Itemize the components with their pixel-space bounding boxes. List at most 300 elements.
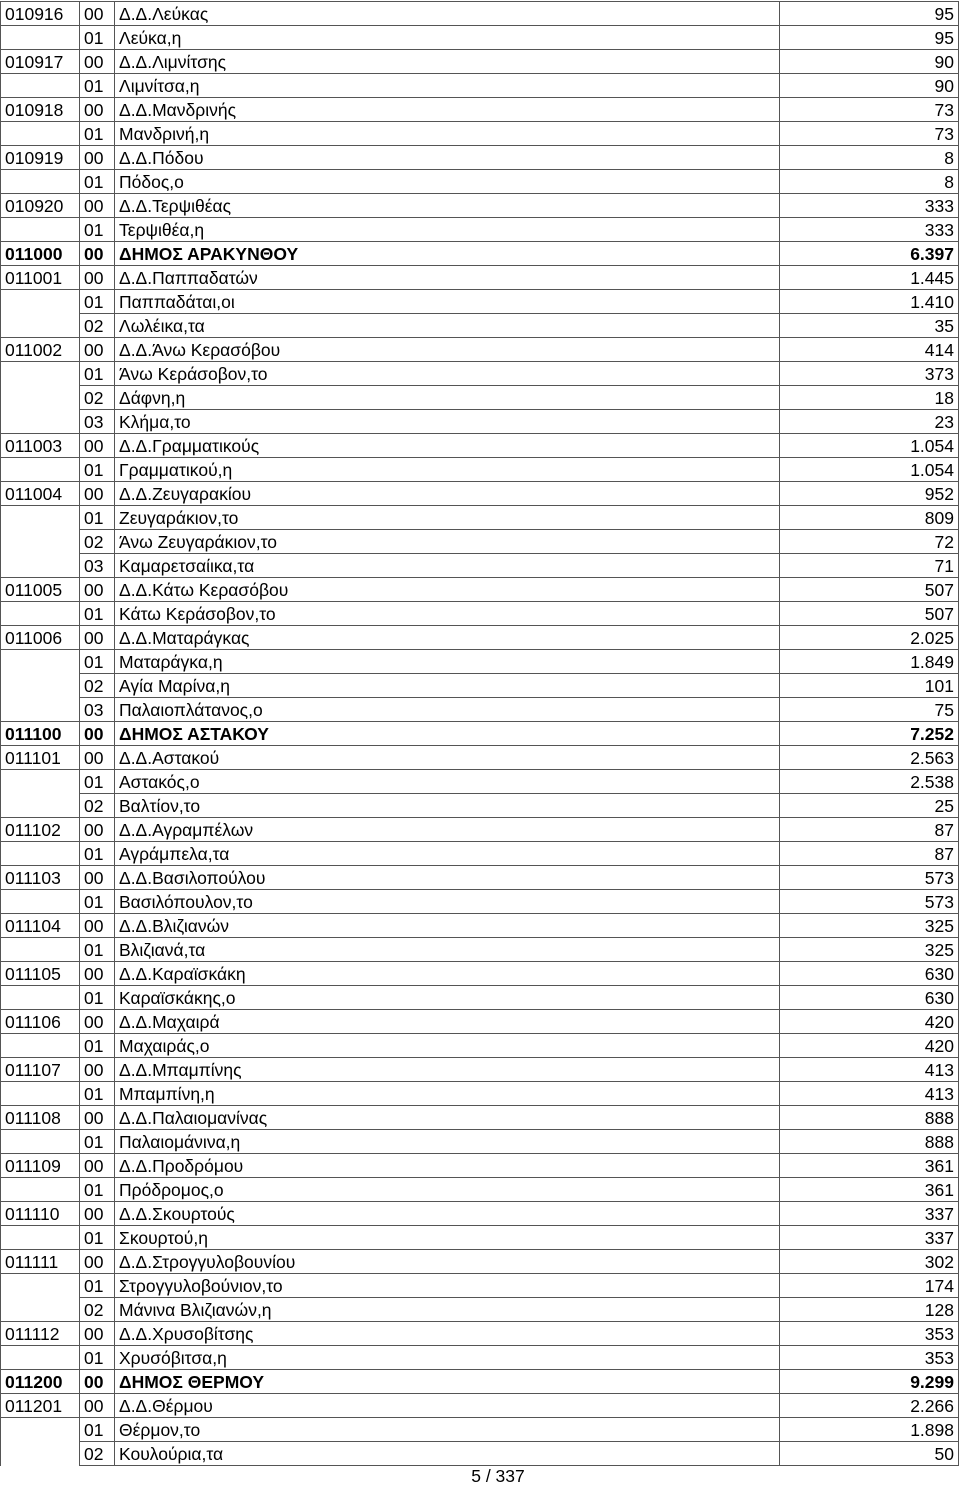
place-name-cell: Βαλτίον,το <box>115 794 780 818</box>
sub-code-cell: 02 <box>80 314 115 338</box>
code-cell <box>1 794 80 818</box>
place-name-cell: Στρογγυλοβούνιον,το <box>115 1274 780 1298</box>
population-cell: 630 <box>780 962 959 986</box>
page-number: 5 / 337 <box>471 1466 525 1486</box>
sub-code-cell: 01 <box>80 770 115 794</box>
place-name-cell: Μπαμπίνη,η <box>115 1082 780 1106</box>
code-cell <box>1 602 80 626</box>
code-cell <box>1 1442 80 1466</box>
place-name-cell: Δ.Δ.Αγραμπέλων <box>115 818 780 842</box>
code-cell: 011101 <box>1 746 80 770</box>
table-row <box>1 482 959 506</box>
sub-code-cell: 01 <box>80 1418 115 1442</box>
table-row <box>1 554 959 578</box>
population-cell: 353 <box>780 1346 959 1370</box>
sub-code-cell: 01 <box>80 290 115 314</box>
sub-code-cell: 01 <box>80 1082 115 1106</box>
code-cell <box>1 26 80 50</box>
table-row <box>1 602 959 626</box>
place-name-cell: Δ.Δ.Ματαράγκας <box>115 626 780 650</box>
sub-code-cell: 01 <box>80 26 115 50</box>
population-cell: 90 <box>780 74 959 98</box>
place-name-cell: Λωλέικα,τα <box>115 314 780 338</box>
population-cell: 18 <box>780 386 959 410</box>
table-row <box>1 26 959 50</box>
place-name-cell: Δ.Δ.Βλιζιανών <box>115 914 780 938</box>
population-cell: 325 <box>780 914 959 938</box>
place-name-cell: Αγία Μαρίνα,η <box>115 674 780 698</box>
sub-code-cell: 00 <box>80 1010 115 1034</box>
sub-code-cell: 01 <box>80 650 115 674</box>
table-row <box>1 698 959 722</box>
population-cell: 2.025 <box>780 626 959 650</box>
sub-code-cell: 01 <box>80 890 115 914</box>
table-row <box>1 386 959 410</box>
place-name-cell: Αγράμπελα,τα <box>115 842 780 866</box>
population-cell: 23 <box>780 410 959 434</box>
population-cell: 325 <box>780 938 959 962</box>
sub-code-cell: 00 <box>80 194 115 218</box>
place-name-cell: Δ.Δ.Κάτω Κερασόβου <box>115 578 780 602</box>
table-row <box>1 1250 959 1274</box>
population-cell: 573 <box>780 890 959 914</box>
table-row <box>1 1034 959 1058</box>
code-cell: 011108 <box>1 1106 80 1130</box>
sub-code-cell: 00 <box>80 746 115 770</box>
sub-code-cell: 00 <box>80 626 115 650</box>
table-row <box>1 314 959 338</box>
sub-code-cell: 01 <box>80 938 115 962</box>
table-row <box>1 50 959 74</box>
place-name-cell: Δ.Δ.Μανδρινής <box>115 98 780 122</box>
sub-code-cell: 02 <box>80 530 115 554</box>
population-cell: 337 <box>780 1202 959 1226</box>
code-cell: 011104 <box>1 914 80 938</box>
code-cell: 010919 <box>1 146 80 170</box>
sub-code-cell: 01 <box>80 74 115 98</box>
place-name-cell: Δ.Δ.Μαχαιρά <box>115 1010 780 1034</box>
table-row <box>1 434 959 458</box>
table-row <box>1 1154 959 1178</box>
place-name-cell: Δάφνη,η <box>115 386 780 410</box>
code-cell <box>1 506 80 530</box>
population-cell: 413 <box>780 1058 959 1082</box>
table-row <box>1 218 959 242</box>
table-row <box>1 266 959 290</box>
place-name-cell: Αστακός,ο <box>115 770 780 794</box>
code-cell: 011000 <box>1 242 80 266</box>
sub-code-cell: 01 <box>80 842 115 866</box>
population-cell: 420 <box>780 1034 959 1058</box>
table-row <box>1 1370 959 1394</box>
population-cell: 630 <box>780 986 959 1010</box>
place-name-cell: Γραμματικού,η <box>115 458 780 482</box>
sub-code-cell: 00 <box>80 50 115 74</box>
table-row <box>1 338 959 362</box>
code-cell: 010918 <box>1 98 80 122</box>
population-cell: 8 <box>780 170 959 194</box>
sub-code-cell: 00 <box>80 1106 115 1130</box>
census-table-body <box>1 2 959 1466</box>
population-cell: 413 <box>780 1082 959 1106</box>
table-row <box>1 626 959 650</box>
place-name-cell: Χρυσόβιτσα,η <box>115 1346 780 1370</box>
sub-code-cell: 00 <box>80 962 115 986</box>
sub-code-cell: 00 <box>80 1202 115 1226</box>
sub-code-cell: 00 <box>80 266 115 290</box>
sub-code-cell: 03 <box>80 698 115 722</box>
sub-code-cell: 01 <box>80 362 115 386</box>
place-name-cell: Πόδος,ο <box>115 170 780 194</box>
place-name-cell: Κάτω Κεράσοβον,το <box>115 602 780 626</box>
population-cell: 888 <box>780 1130 959 1154</box>
place-name-cell: ΔΗΜΟΣ ΘΕΡΜΟΥ <box>115 1370 780 1394</box>
code-cell <box>1 170 80 194</box>
place-name-cell: ΔΗΜΟΣ ΑΡΑΚΥΝΘΟΥ <box>115 242 780 266</box>
place-name-cell: Δ.Δ.Προδρόμου <box>115 1154 780 1178</box>
sub-code-cell: 01 <box>80 1034 115 1058</box>
table-row <box>1 1274 959 1298</box>
population-cell: 888 <box>780 1106 959 1130</box>
table-row <box>1 74 959 98</box>
code-cell: 011105 <box>1 962 80 986</box>
population-cell: 507 <box>780 578 959 602</box>
code-cell: 011200 <box>1 1370 80 1394</box>
sub-code-cell: 00 <box>80 722 115 746</box>
sub-code-cell: 00 <box>80 1154 115 1178</box>
table-row <box>1 1106 959 1130</box>
sub-code-cell: 00 <box>80 146 115 170</box>
place-name-cell: Δ.Δ.Μπαμπίνης <box>115 1058 780 1082</box>
place-name-cell: Δ.Δ.Ζευγαρακίου <box>115 482 780 506</box>
code-cell <box>1 674 80 698</box>
table-row <box>1 1322 959 1346</box>
population-cell: 507 <box>780 602 959 626</box>
sub-code-cell: 01 <box>80 458 115 482</box>
table-row <box>1 530 959 554</box>
place-name-cell: Βασιλόπουλον,το <box>115 890 780 914</box>
table-row <box>1 578 959 602</box>
place-name-cell: Δ.Δ.Γραμματικούς <box>115 434 780 458</box>
table-row <box>1 650 959 674</box>
code-cell <box>1 1418 80 1442</box>
place-name-cell: Δ.Δ.Αστακού <box>115 746 780 770</box>
population-cell: 6.397 <box>780 242 959 266</box>
population-cell: 95 <box>780 26 959 50</box>
place-name-cell: Ματαράγκα,η <box>115 650 780 674</box>
code-cell: 011103 <box>1 866 80 890</box>
sub-code-cell: 00 <box>80 338 115 362</box>
code-cell <box>1 1346 80 1370</box>
code-cell <box>1 362 80 386</box>
population-cell: 361 <box>780 1154 959 1178</box>
table-row <box>1 1178 959 1202</box>
sub-code-cell: 02 <box>80 386 115 410</box>
code-cell <box>1 1178 80 1202</box>
table-row <box>1 410 959 434</box>
code-cell: 011110 <box>1 1202 80 1226</box>
population-cell: 809 <box>780 506 959 530</box>
place-name-cell: Δ.Δ.Θέρμου <box>115 1394 780 1418</box>
table-row <box>1 2 959 26</box>
population-cell: 87 <box>780 818 959 842</box>
table-row <box>1 914 959 938</box>
code-cell <box>1 530 80 554</box>
population-cell: 71 <box>780 554 959 578</box>
population-cell: 72 <box>780 530 959 554</box>
code-cell <box>1 842 80 866</box>
table-row <box>1 1442 959 1466</box>
population-cell: 302 <box>780 1250 959 1274</box>
sub-code-cell: 00 <box>80 866 115 890</box>
population-cell: 95 <box>780 2 959 26</box>
table-row <box>1 242 959 266</box>
place-name-cell: Δ.Δ.Λιμνίτσης <box>115 50 780 74</box>
code-cell <box>1 74 80 98</box>
table-row <box>1 962 959 986</box>
sub-code-cell: 00 <box>80 434 115 458</box>
population-cell: 75 <box>780 698 959 722</box>
place-name-cell: Τερψιθέα,η <box>115 218 780 242</box>
population-cell: 420 <box>780 1010 959 1034</box>
sub-code-cell: 01 <box>80 218 115 242</box>
population-cell: 353 <box>780 1322 959 1346</box>
code-cell <box>1 554 80 578</box>
population-cell: 25 <box>780 794 959 818</box>
code-cell <box>1 290 80 314</box>
population-cell: 2.266 <box>780 1394 959 1418</box>
sub-code-cell: 01 <box>80 986 115 1010</box>
population-cell: 35 <box>780 314 959 338</box>
code-cell <box>1 1034 80 1058</box>
place-name-cell: Βλιζιανά,τα <box>115 938 780 962</box>
place-name-cell: Παππαδάται,οι <box>115 290 780 314</box>
sub-code-cell: 01 <box>80 1130 115 1154</box>
code-cell <box>1 1274 80 1298</box>
sub-code-cell: 00 <box>80 1394 115 1418</box>
population-cell: 1.054 <box>780 458 959 482</box>
code-cell: 011005 <box>1 578 80 602</box>
code-cell: 010920 <box>1 194 80 218</box>
code-cell <box>1 938 80 962</box>
table-row <box>1 98 959 122</box>
table-row <box>1 1226 959 1250</box>
code-cell: 011107 <box>1 1058 80 1082</box>
sub-code-cell: 01 <box>80 122 115 146</box>
code-cell: 011001 <box>1 266 80 290</box>
sub-code-cell: 00 <box>80 242 115 266</box>
sub-code-cell: 03 <box>80 410 115 434</box>
code-cell: 010917 <box>1 50 80 74</box>
sub-code-cell: 02 <box>80 1442 115 1466</box>
place-name-cell: Σκουρτού,η <box>115 1226 780 1250</box>
place-name-cell: Θέρμον,το <box>115 1418 780 1442</box>
table-row <box>1 722 959 746</box>
sub-code-cell: 02 <box>80 1298 115 1322</box>
population-cell: 1.054 <box>780 434 959 458</box>
table-row <box>1 362 959 386</box>
place-name-cell: Δ.Δ.Καραϊσκάκη <box>115 962 780 986</box>
code-cell <box>1 458 80 482</box>
table-row <box>1 170 959 194</box>
table-row <box>1 194 959 218</box>
population-cell: 573 <box>780 866 959 890</box>
population-cell: 337 <box>780 1226 959 1250</box>
place-name-cell: Πρόδρομος,ο <box>115 1178 780 1202</box>
table-row <box>1 1202 959 1226</box>
place-name-cell: Δ.Δ.Παλαιομανίνας <box>115 1106 780 1130</box>
population-cell: 73 <box>780 98 959 122</box>
place-name-cell: ΔΗΜΟΣ ΑΣΤΑΚΟΥ <box>115 722 780 746</box>
code-cell: 011201 <box>1 1394 80 1418</box>
code-cell <box>1 698 80 722</box>
code-cell: 011003 <box>1 434 80 458</box>
place-name-cell: Κουλούρια,τα <box>115 1442 780 1466</box>
code-cell <box>1 122 80 146</box>
population-cell: 8 <box>780 146 959 170</box>
code-cell: 010916 <box>1 2 80 26</box>
place-name-cell: Καμαρετσαίικα,τα <box>115 554 780 578</box>
table-row <box>1 746 959 770</box>
place-name-cell: Άνω Κεράσοβον,το <box>115 362 780 386</box>
code-cell <box>1 1298 80 1322</box>
place-name-cell: Δ.Δ.Λεύκας <box>115 2 780 26</box>
population-cell: 1.445 <box>780 266 959 290</box>
population-cell: 1.898 <box>780 1418 959 1442</box>
table-row <box>1 506 959 530</box>
code-cell <box>1 1082 80 1106</box>
sub-code-cell: 01 <box>80 1346 115 1370</box>
code-cell: 011112 <box>1 1322 80 1346</box>
table-row <box>1 1010 959 1034</box>
sub-code-cell: 00 <box>80 2 115 26</box>
place-name-cell: Δ.Δ.Σκουρτούς <box>115 1202 780 1226</box>
place-name-cell: Μαχαιράς,ο <box>115 1034 780 1058</box>
place-name-cell: Κλήμα,το <box>115 410 780 434</box>
code-cell: 011102 <box>1 818 80 842</box>
table-row <box>1 290 959 314</box>
population-cell: 952 <box>780 482 959 506</box>
sub-code-cell: 01 <box>80 602 115 626</box>
code-cell <box>1 650 80 674</box>
table-row <box>1 458 959 482</box>
code-cell: 011002 <box>1 338 80 362</box>
table-row <box>1 890 959 914</box>
code-cell: 011100 <box>1 722 80 746</box>
sub-code-cell: 01 <box>80 170 115 194</box>
table-row <box>1 818 959 842</box>
code-cell: 011111 <box>1 1250 80 1274</box>
population-cell: 87 <box>780 842 959 866</box>
table-row <box>1 770 959 794</box>
sub-code-cell: 00 <box>80 1370 115 1394</box>
code-cell: 011106 <box>1 1010 80 1034</box>
table-row <box>1 842 959 866</box>
sub-code-cell: 00 <box>80 818 115 842</box>
table-row <box>1 1298 959 1322</box>
code-cell <box>1 410 80 434</box>
table-row <box>1 674 959 698</box>
sub-code-cell: 01 <box>80 506 115 530</box>
population-cell: 73 <box>780 122 959 146</box>
population-cell: 373 <box>780 362 959 386</box>
place-name-cell: Παλαιομάνινα,η <box>115 1130 780 1154</box>
code-cell: 011006 <box>1 626 80 650</box>
sub-code-cell: 01 <box>80 1226 115 1250</box>
population-cell: 128 <box>780 1298 959 1322</box>
table-row <box>1 1058 959 1082</box>
population-cell: 90 <box>780 50 959 74</box>
table-row <box>1 794 959 818</box>
sub-code-cell: 02 <box>80 674 115 698</box>
place-name-cell: Λιμνίτσα,η <box>115 74 780 98</box>
code-cell: 011004 <box>1 482 80 506</box>
place-name-cell: Δ.Δ.Χρυσοβίτσης <box>115 1322 780 1346</box>
place-name-cell: Δ.Δ.Βασιλοπούλου <box>115 866 780 890</box>
sub-code-cell: 00 <box>80 914 115 938</box>
table-row <box>1 1346 959 1370</box>
code-cell <box>1 1226 80 1250</box>
sub-code-cell: 00 <box>80 1058 115 1082</box>
population-cell: 101 <box>780 674 959 698</box>
table-row <box>1 866 959 890</box>
population-cell: 333 <box>780 218 959 242</box>
place-name-cell: Καραϊσκάκης,ο <box>115 986 780 1010</box>
population-cell: 50 <box>780 1442 959 1466</box>
code-cell <box>1 218 80 242</box>
table-row <box>1 1130 959 1154</box>
table-row <box>1 1082 959 1106</box>
sub-code-cell: 00 <box>80 578 115 602</box>
place-name-cell: Δ.Δ.Πόδου <box>115 146 780 170</box>
population-cell: 2.538 <box>780 770 959 794</box>
code-cell: 011109 <box>1 1154 80 1178</box>
population-cell: 174 <box>780 1274 959 1298</box>
population-cell: 414 <box>780 338 959 362</box>
sub-code-cell: 00 <box>80 1322 115 1346</box>
code-cell <box>1 314 80 338</box>
sub-code-cell: 00 <box>80 1250 115 1274</box>
population-cell: 1.849 <box>780 650 959 674</box>
code-cell <box>1 770 80 794</box>
population-cell: 1.410 <box>780 290 959 314</box>
place-name-cell: Μανδρινή,η <box>115 122 780 146</box>
table-row <box>1 122 959 146</box>
table-row <box>1 1418 959 1442</box>
place-name-cell: Δ.Δ.Τερψιθέας <box>115 194 780 218</box>
code-cell <box>1 890 80 914</box>
place-name-cell: Δ.Δ.Άνω Κερασόβου <box>115 338 780 362</box>
sub-code-cell: 03 <box>80 554 115 578</box>
table-row <box>1 1394 959 1418</box>
code-cell <box>1 986 80 1010</box>
population-cell: 361 <box>780 1178 959 1202</box>
sub-code-cell: 01 <box>80 1178 115 1202</box>
table-row <box>1 938 959 962</box>
population-cell: 7.252 <box>780 722 959 746</box>
sub-code-cell: 00 <box>80 98 115 122</box>
place-name-cell: Δ.Δ.Στρογγυλοβουνίου <box>115 1250 780 1274</box>
population-cell: 2.563 <box>780 746 959 770</box>
table-row <box>1 146 959 170</box>
census-table <box>0 1 959 1466</box>
code-cell <box>1 1130 80 1154</box>
place-name-cell: Μάνινα Βλιζιανών,η <box>115 1298 780 1322</box>
population-cell: 9.299 <box>780 1370 959 1394</box>
table-row <box>1 986 959 1010</box>
place-name-cell: Ζευγαράκιον,το <box>115 506 780 530</box>
place-name-cell: Δ.Δ.Παππαδατών <box>115 266 780 290</box>
